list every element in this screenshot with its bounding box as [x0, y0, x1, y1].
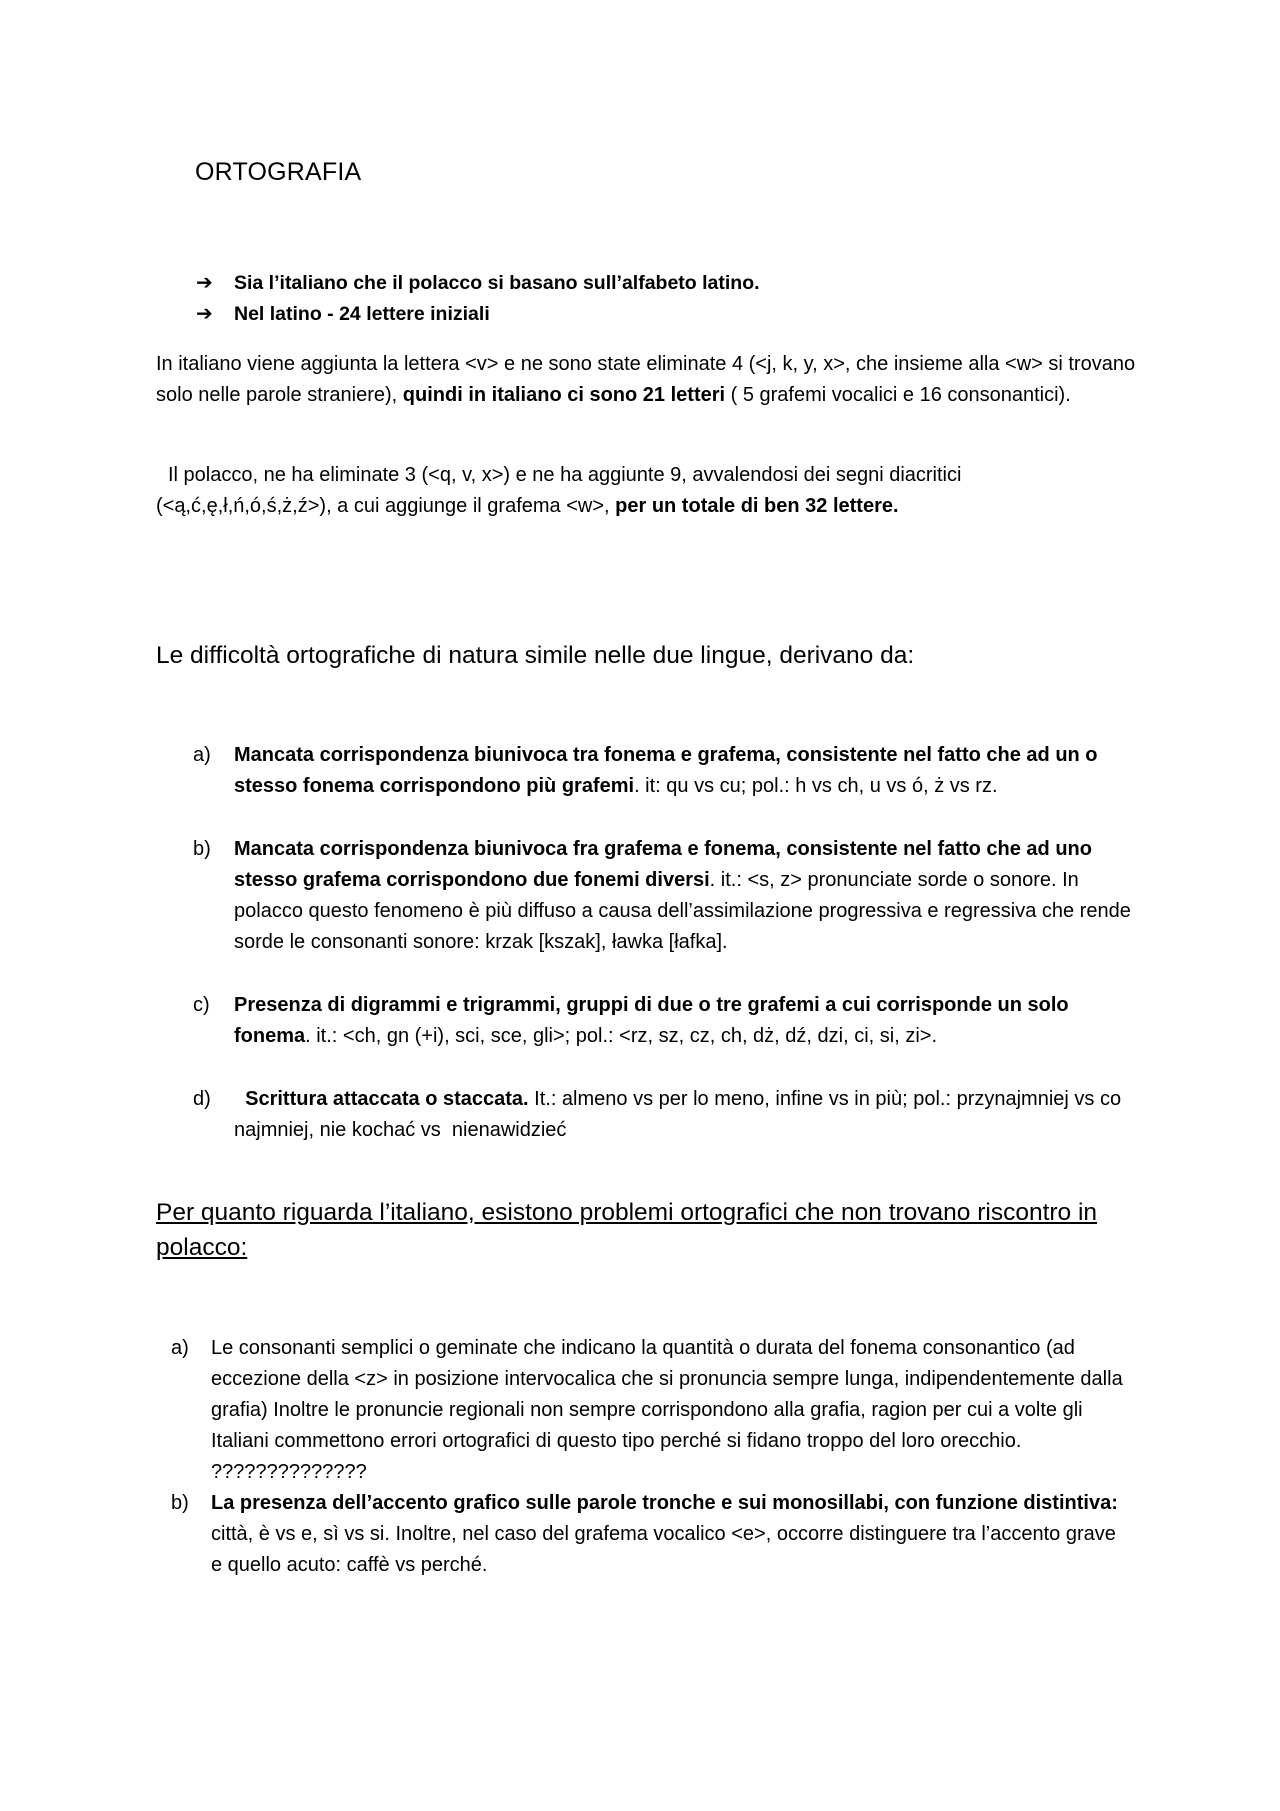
- paragraph-italian-alphabet: [156, 349, 1136, 411]
- list-item: [193, 740, 1133, 802]
- list-item: [193, 1084, 1133, 1146]
- list-marker: b): [193, 838, 211, 860]
- paragraph-bold-text: per un totale di ben 32 lettere.: [615, 495, 899, 517]
- paragraph-text: ( 5 grafemi vocalici e 16 consonantici).: [725, 384, 1071, 406]
- difficulties-list: [193, 740, 1133, 1178]
- list-item-text: [234, 740, 1133, 802]
- list-item-text: [234, 990, 1133, 1052]
- list-marker: a): [171, 1337, 189, 1359]
- list-marker: a): [193, 744, 211, 766]
- list-item-bold-text: Mancata corrispondenza biunivoca fra grafema e fonema, consistente nel fatto che ad uno stesso grafema corrispondono due fonemi diversi: [234, 838, 1092, 891]
- list-item: [196, 268, 760, 299]
- paragraph-text: Il polacco, ne ha eliminate 3 (<q, v, x>) e ne ha aggiunte 9, avvalendosi dei segni diacritici (<ą,ć,ę,ł,ń,ó,ś,ż,ź>), a cui aggiunge il grafema <w>,: [156, 464, 962, 517]
- page-title: ORTOGRAFIA: [195, 158, 362, 186]
- list-item-rest-text: . it.: <s, z> pronunciate sorde o sonore. In polacco questo fenomeno è più diffuso a causa dell’assimilazione progressiva e regressiva che rende sorde le consonanti sonore: krzak [kszak], ławka [łafka].: [234, 869, 1131, 953]
- paragraph-polish-alphabet: [156, 460, 1136, 522]
- paragraph-text: In italiano viene aggiunta la lettera <v> e ne sono state eliminate 4 (<j, k, y, x>, che insieme alla <w> si trovano solo nelle parole straniere),: [156, 353, 1136, 406]
- list-item-rest-text: Le consonanti semplici o geminate che indicano la quantità o durata del fonema consonantico (ad eccezione della <z> in posizione intervocalica che si pronuncia sempre lunga, indipendentemente dalla grafia) Inoltre le pronuncie regionali non sempre corrispondono alla grafia, ragion per cui a volte gli Italiani commettono errori ortografici di questo tipo perché si fidano troppo del loro orecchio. ??????????????: [211, 1337, 1123, 1483]
- list-item-bold-text: Scrittura attaccata o staccata.: [234, 1088, 529, 1110]
- list-marker: c): [193, 994, 210, 1016]
- list-item: [196, 299, 760, 330]
- list-item-text: [211, 1333, 1131, 1488]
- section-heading-difficulties: Le difficoltà ortografiche di natura simile nelle due lingue, derivano da:: [156, 642, 915, 669]
- bullet-text: Sia l’italiano che il polacco si basano sull’alfabeto latino.: [234, 272, 760, 294]
- arrow-right-icon: ➔: [196, 303, 213, 325]
- list-item-rest-text: It.: almeno vs per lo meno, infine vs in più; pol.: przynajmniej vs co najmniej, nie kochać vs nienawidzieć: [234, 1088, 1127, 1141]
- list-item-bold-text: La presenza dell’accento grafico sulle parole tronche e sui monosillabi, con funzione distintiva:: [211, 1492, 1118, 1514]
- list-item-rest-text: . it.: <ch, gn (+i), sci, sce, gli>; pol.: <rz, sz, cz, ch, dż, dź, dzi, ci, si, zi>.: [305, 1025, 937, 1047]
- italian-problems-list: [171, 1333, 1131, 1581]
- list-item-text: [211, 1488, 1131, 1581]
- list-item-rest-text: città, è vs e, sì vs si. Inoltre, nel caso del grafema vocalico <e>, occorre distinguere tra l’accento grave e quello acuto: caffè vs perché.: [211, 1523, 1116, 1576]
- list-item: [171, 1333, 1131, 1488]
- bullet-text: Nel latino - 24 lettere iniziali: [234, 303, 490, 325]
- list-item: [193, 990, 1133, 1052]
- list-item: [193, 834, 1133, 958]
- arrow-right-icon: ➔: [196, 272, 213, 294]
- list-marker: b): [171, 1492, 189, 1514]
- list-item-rest-text: . it: qu vs cu; pol.: h vs ch, u vs ó, ż vs rz.: [634, 775, 998, 797]
- paragraph-bold-text: quindi in italiano ci sono 21 letteri: [402, 384, 726, 406]
- list-item-text: [234, 1084, 1133, 1146]
- intro-bullet-list: [196, 268, 760, 330]
- list-item-text: [234, 834, 1133, 958]
- list-item-bold-text: Mancata corrispondenza biunivoca tra fonema e grafema, consistente nel fatto che ad un o stesso fonema corrispondono più grafemi: [234, 744, 1098, 797]
- list-marker: d): [193, 1088, 211, 1110]
- list-item: [171, 1488, 1131, 1581]
- section-heading-italian-problems: Per quanto riguarda l’italiano, esistono problemi ortografici che non trovano riscontro in polacco:: [156, 1199, 1098, 1261]
- list-item-bold-text: Presenza di digrammi e trigrammi, gruppi di due o tre grafemi a cui corrisponde un solo fonema: [234, 994, 1069, 1047]
